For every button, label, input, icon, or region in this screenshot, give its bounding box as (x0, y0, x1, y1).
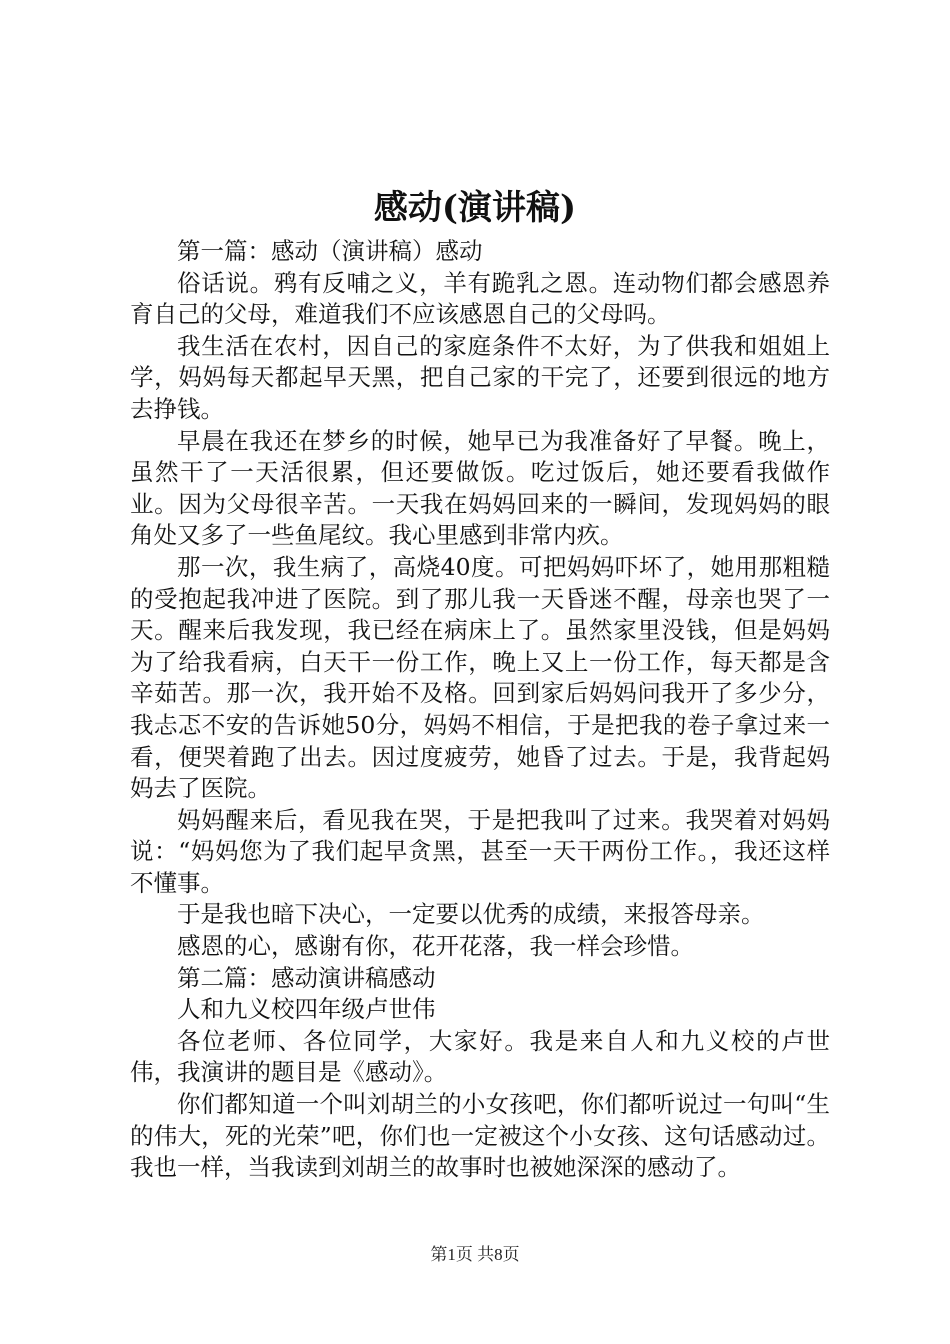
paragraph: 我生活在农村，因自己的家庭条件不太好，为了供我和姐姐上学，妈妈每天都起早天黑，把自己家的干完了，还要到很远的地方去挣钱。 (130, 331, 830, 423)
heading-part-two: 第二篇：感动演讲稿感动 (177, 963, 436, 992)
paragraph: 你们都知道一个叫刘胡兰的小女孩吧，你们都听说过一句叫“生的伟大，死的光荣”吧，你们也一定被这个小女孩、这句话感动过。我也一样，当我读到刘胡兰的故事时也被她深深的感动了。 (130, 1090, 830, 1182)
paragraph: 妈妈醒来后，看见我在哭，于是把我叫了过来。我哭着对妈妈说：“妈妈您为了我们起早贪黑，甚至一天干两份工作。，我还这样不懂事。 (130, 805, 830, 897)
paragraph: 俗话说。鸦有反哺之义，羊有跪乳之恩。连动物们都会感恩养育自己的父母，难道我们不应该感恩自己的父母吗。 (130, 268, 830, 329)
paragraph: 那一次，我生病了，高烧40度。可把妈妈吓坏了，她用那粗糙的受抱起我冲进了医院。到了那儿我一天昏迷不醒，母亲也哭了一天。醒来后我发现，我已经在病床上了。虽然家里没钱，但是妈妈为了给我看病，白天干一份工作，晚上又上一份工作，每天都是含辛茹苦。那一次，我开始不及格。回到家后妈妈问我开了多少分，我忐忑不安的告诉她50分，妈妈不相信，于是把我的卷子拿过来一看，便哭着跑了出去。因过度疲劳，她昏了过去。于是，我背起妈妈去了医院。 (130, 552, 830, 803)
paragraph: 各位老师、各位同学，大家好。我是来自人和九义校的卢世伟，我演讲的题目是《感动》。 (130, 1026, 830, 1087)
heading-part-one: 第一篇：感动（演讲稿）感动 (177, 237, 483, 265)
paragraph: 于是我也暗下决心，一定要以优秀的成绩，来报答母亲。 (177, 900, 765, 929)
document-title: 感动(演讲稿) (373, 188, 577, 228)
paragraph: 早晨在我还在梦乡的时候，她早已为我准备好了早餐。晚上，虽然干了一天活很累，但还要做饭。吃过饭后，她还要看我做作业。因为父母很辛苦。一天我在妈妈回来的一瞬间，发现妈妈的眼角处又多了一些鱼尾纹。我心里感到非常内疚。 (130, 426, 830, 550)
page-number-footer: 第1页 共8页 (430, 1245, 520, 1264)
document-body (130, 236, 830, 1184)
paragraph: 感恩的心，感谢有你，花开花落，我一样会珍惜。 (177, 932, 694, 961)
author-line: 人和九义校四年级卢世伟 (177, 995, 436, 1024)
